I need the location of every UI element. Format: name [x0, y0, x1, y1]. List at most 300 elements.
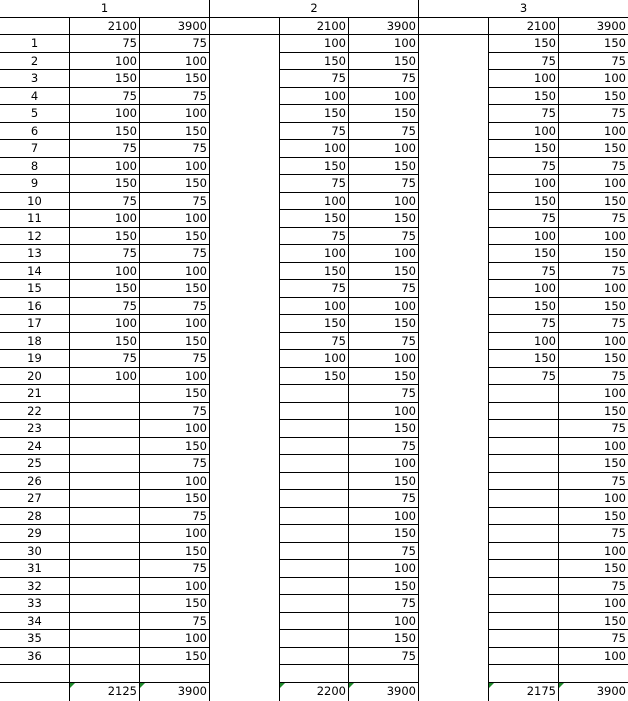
cell-b[interactable]: 75 — [348, 70, 418, 88]
row-number[interactable]: 10 — [0, 193, 69, 211]
spacer-cell[interactable] — [418, 630, 488, 648]
cell-b[interactable]: 100 — [558, 385, 628, 403]
cell-b[interactable]: 150 — [348, 315, 418, 333]
cell-b[interactable]: 75 — [348, 543, 418, 561]
row-number[interactable]: 4 — [0, 88, 69, 106]
cell-a[interactable] — [69, 403, 139, 421]
cell-a[interactable]: 100 — [488, 228, 558, 246]
cell-b[interactable]: 150 — [348, 263, 418, 281]
cell-b[interactable]: 100 — [558, 280, 628, 298]
cell-a[interactable]: 150 — [69, 280, 139, 298]
spacer-cell[interactable] — [418, 175, 488, 193]
cell-b[interactable]: 100 — [348, 88, 418, 106]
total-a[interactable]: 2200 — [279, 683, 348, 701]
cell-a[interactable] — [69, 630, 139, 648]
spacer-cell[interactable] — [418, 280, 488, 298]
cell-b[interactable]: 75 — [139, 88, 209, 106]
cell-a[interactable]: 100 — [279, 245, 348, 263]
cell-b[interactable]: 100 — [558, 438, 628, 456]
cell-a[interactable]: 100 — [69, 263, 139, 281]
cell-b[interactable]: 75 — [348, 385, 418, 403]
cell-a[interactable] — [279, 560, 348, 578]
cell-b[interactable]: 75 — [558, 473, 628, 491]
row-number[interactable]: 26 — [0, 473, 69, 491]
cell-b[interactable]: 75 — [558, 420, 628, 438]
blank-cell[interactable] — [139, 665, 209, 683]
cell-a[interactable]: 150 — [279, 315, 348, 333]
spacer-cell[interactable] — [209, 123, 279, 141]
row-number[interactable]: 14 — [0, 263, 69, 281]
cell-a[interactable]: 150 — [69, 123, 139, 141]
cell-a[interactable] — [69, 648, 139, 666]
cell-a[interactable]: 75 — [279, 175, 348, 193]
cell-a[interactable]: 150 — [69, 333, 139, 351]
cell-a[interactable]: 100 — [279, 193, 348, 211]
row-number[interactable]: 36 — [0, 648, 69, 666]
spacer-cell[interactable] — [418, 193, 488, 211]
cell-a[interactable] — [279, 455, 348, 473]
cell-a[interactable] — [69, 385, 139, 403]
cell-b[interactable]: 150 — [348, 630, 418, 648]
cell-a[interactable]: 100 — [69, 315, 139, 333]
spacer-cell[interactable] — [209, 665, 279, 683]
cell-b[interactable]: 100 — [558, 70, 628, 88]
spacer-cell[interactable] — [209, 263, 279, 281]
spacer-cell[interactable] — [418, 53, 488, 71]
spacer-cell[interactable] — [418, 578, 488, 596]
cell-a[interactable]: 75 — [279, 228, 348, 246]
spacer-cell[interactable] — [209, 630, 279, 648]
cell-a[interactable] — [279, 648, 348, 666]
row-number[interactable]: 29 — [0, 525, 69, 543]
spacer-cell[interactable] — [209, 315, 279, 333]
row-number[interactable]: 5 — [0, 105, 69, 123]
cell-b[interactable]: 150 — [558, 613, 628, 631]
cell-b[interactable]: 100 — [348, 245, 418, 263]
cell-b[interactable]: 100 — [139, 473, 209, 491]
spacer-cell[interactable] — [418, 455, 488, 473]
cell-a[interactable] — [488, 543, 558, 561]
col-header-a[interactable]: 2100 — [279, 18, 348, 36]
spacer-cell[interactable] — [418, 123, 488, 141]
cell-a[interactable]: 75 — [488, 368, 558, 386]
row-number[interactable]: 22 — [0, 403, 69, 421]
cell-a[interactable] — [488, 403, 558, 421]
cell-a[interactable] — [69, 613, 139, 631]
cell-a[interactable]: 75 — [69, 245, 139, 263]
cell-b[interactable]: 100 — [558, 543, 628, 561]
cell-b[interactable]: 150 — [558, 140, 628, 158]
cell-a[interactable]: 75 — [279, 123, 348, 141]
cell-a[interactable]: 75 — [279, 70, 348, 88]
cell-b[interactable]: 100 — [348, 455, 418, 473]
group-header-2[interactable]: 2 — [209, 0, 418, 18]
cell-a[interactable] — [488, 473, 558, 491]
cell-a[interactable]: 150 — [488, 88, 558, 106]
row-number[interactable]: 24 — [0, 438, 69, 456]
cell-a[interactable]: 150 — [488, 35, 558, 53]
cell-a[interactable] — [69, 595, 139, 613]
spacer-cell[interactable] — [418, 648, 488, 666]
cell-a[interactable] — [279, 473, 348, 491]
cell-b[interactable]: 75 — [348, 595, 418, 613]
cell-a[interactable] — [279, 420, 348, 438]
cell-b[interactable]: 100 — [348, 140, 418, 158]
cell-b[interactable]: 75 — [558, 315, 628, 333]
cell-b[interactable]: 75 — [139, 613, 209, 631]
row-number[interactable]: 25 — [0, 455, 69, 473]
row-number[interactable]: 11 — [0, 210, 69, 228]
cell-b[interactable]: 150 — [139, 543, 209, 561]
spacer-cell[interactable] — [418, 490, 488, 508]
cell-b[interactable]: 75 — [139, 455, 209, 473]
cell-a[interactable]: 100 — [488, 123, 558, 141]
spacer-cell[interactable] — [418, 438, 488, 456]
cell-a[interactable]: 100 — [488, 280, 558, 298]
row-number[interactable]: 21 — [0, 385, 69, 403]
cell-a[interactable]: 100 — [488, 175, 558, 193]
cell-a[interactable] — [488, 578, 558, 596]
cell-b[interactable]: 150 — [558, 455, 628, 473]
spacer-cell[interactable] — [418, 298, 488, 316]
cell-a[interactable]: 75 — [69, 140, 139, 158]
cell-a[interactable] — [488, 525, 558, 543]
spacer-cell[interactable] — [418, 368, 488, 386]
cell-a[interactable] — [279, 630, 348, 648]
row-number[interactable]: 18 — [0, 333, 69, 351]
spacer-cell[interactable] — [418, 560, 488, 578]
cell-a[interactable] — [279, 578, 348, 596]
spacer-cell[interactable] — [209, 158, 279, 176]
spacer-cell[interactable] — [418, 350, 488, 368]
spacer-cell[interactable] — [209, 683, 279, 701]
cell-a[interactable]: 75 — [279, 280, 348, 298]
cell-b[interactable]: 100 — [558, 648, 628, 666]
cell-a[interactable]: 75 — [488, 315, 558, 333]
cell-b[interactable]: 150 — [348, 105, 418, 123]
cell-a[interactable]: 100 — [69, 53, 139, 71]
cell-a[interactable]: 75 — [69, 35, 139, 53]
cell-b[interactable]: 150 — [348, 158, 418, 176]
cell-b[interactable]: 100 — [558, 333, 628, 351]
cell-b[interactable]: 100 — [139, 420, 209, 438]
cell-b[interactable]: 75 — [348, 123, 418, 141]
cell-a[interactable]: 150 — [488, 245, 558, 263]
cell-b[interactable]: 100 — [558, 228, 628, 246]
cell-b[interactable]: 150 — [139, 70, 209, 88]
cell-a[interactable]: 150 — [279, 210, 348, 228]
cell-b[interactable]: 150 — [558, 560, 628, 578]
cell-b[interactable]: 75 — [139, 193, 209, 211]
col-header-b[interactable]: 3900 — [348, 18, 418, 36]
total-b[interactable]: 3900 — [348, 683, 418, 701]
cell-a[interactable]: 150 — [488, 140, 558, 158]
cell-a[interactable] — [488, 385, 558, 403]
cell-b[interactable]: 150 — [139, 123, 209, 141]
cell-a[interactable] — [69, 543, 139, 561]
row-number[interactable]: 28 — [0, 508, 69, 526]
cell-b[interactable]: 100 — [139, 210, 209, 228]
cell-a[interactable]: 150 — [69, 70, 139, 88]
cell-b[interactable]: 100 — [348, 613, 418, 631]
cell-b[interactable]: 100 — [139, 105, 209, 123]
row-number[interactable]: 12 — [0, 228, 69, 246]
spacer-cell[interactable] — [418, 35, 488, 53]
cell-a[interactable]: 150 — [279, 158, 348, 176]
cell-a[interactable] — [279, 490, 348, 508]
group-header-3[interactable]: 3 — [418, 0, 628, 18]
cell-b[interactable]: 75 — [348, 333, 418, 351]
cell-b[interactable]: 100 — [348, 193, 418, 211]
group-header-1[interactable]: 1 — [0, 0, 209, 18]
spacer-cell[interactable] — [418, 210, 488, 228]
cell-b[interactable]: 150 — [348, 578, 418, 596]
spacer-cell[interactable] — [418, 403, 488, 421]
row-number[interactable]: 7 — [0, 140, 69, 158]
col-header-b[interactable]: 3900 — [558, 18, 628, 36]
spacer-cell[interactable] — [209, 70, 279, 88]
spacer-cell[interactable] — [209, 578, 279, 596]
cell-a[interactable]: 100 — [69, 210, 139, 228]
blank-cell[interactable] — [0, 665, 69, 683]
row-number[interactable]: 20 — [0, 368, 69, 386]
cell-a[interactable]: 100 — [69, 105, 139, 123]
cell-a[interactable] — [69, 473, 139, 491]
cell-b[interactable]: 150 — [139, 438, 209, 456]
cell-b[interactable]: 150 — [348, 525, 418, 543]
spacer-cell[interactable] — [209, 245, 279, 263]
row-number[interactable]: 2 — [0, 53, 69, 71]
spacer-cell[interactable] — [418, 70, 488, 88]
spacer-cell[interactable] — [209, 490, 279, 508]
cell-a[interactable]: 75 — [69, 298, 139, 316]
cell-b[interactable]: 75 — [139, 245, 209, 263]
cell-b[interactable]: 100 — [139, 525, 209, 543]
cell-a[interactable]: 100 — [279, 88, 348, 106]
cell-a[interactable]: 100 — [488, 70, 558, 88]
cell-a[interactable]: 100 — [488, 333, 558, 351]
cell-b[interactable]: 75 — [139, 298, 209, 316]
cell-a[interactable]: 75 — [69, 88, 139, 106]
cell-b[interactable]: 100 — [348, 508, 418, 526]
row-number[interactable]: 23 — [0, 420, 69, 438]
cell-a[interactable] — [488, 630, 558, 648]
total-b[interactable]: 3900 — [558, 683, 628, 701]
spacer-cell[interactable] — [209, 280, 279, 298]
spacer-cell[interactable] — [209, 193, 279, 211]
blank-cell[interactable] — [279, 665, 348, 683]
cell-a[interactable]: 150 — [488, 350, 558, 368]
cell-a[interactable] — [69, 525, 139, 543]
cell-a[interactable] — [488, 508, 558, 526]
cell-a[interactable] — [69, 508, 139, 526]
cell-a[interactable] — [488, 613, 558, 631]
spacer-cell[interactable] — [209, 543, 279, 561]
cell-b[interactable]: 150 — [348, 473, 418, 491]
spacer-cell[interactable] — [418, 88, 488, 106]
cell-a[interactable]: 75 — [279, 333, 348, 351]
cell-a[interactable]: 100 — [279, 350, 348, 368]
row-number[interactable]: 17 — [0, 315, 69, 333]
cell-a[interactable] — [488, 420, 558, 438]
cell-b[interactable]: 75 — [558, 263, 628, 281]
row-number[interactable]: 13 — [0, 245, 69, 263]
cell-a[interactable] — [279, 508, 348, 526]
total-b[interactable]: 3900 — [139, 683, 209, 701]
total-a[interactable]: 2175 — [488, 683, 558, 701]
cell-b[interactable]: 100 — [139, 368, 209, 386]
spacer-cell[interactable] — [209, 175, 279, 193]
row-number[interactable]: 9 — [0, 175, 69, 193]
spacer-cell[interactable] — [209, 298, 279, 316]
cell-b[interactable]: 100 — [348, 403, 418, 421]
cell-a[interactable]: 75 — [488, 210, 558, 228]
spacer-cell[interactable] — [209, 140, 279, 158]
cell-b[interactable]: 75 — [348, 490, 418, 508]
cell-b[interactable]: 75 — [558, 105, 628, 123]
spacer-cell[interactable] — [418, 613, 488, 631]
cell-b[interactable]: 75 — [348, 280, 418, 298]
cell-b[interactable]: 75 — [558, 158, 628, 176]
total-a[interactable]: 2125 — [69, 683, 139, 701]
row-number[interactable]: 27 — [0, 490, 69, 508]
spacer-cell[interactable] — [418, 333, 488, 351]
cell-a[interactable] — [279, 595, 348, 613]
cell-b[interactable]: 75 — [558, 578, 628, 596]
cell-b[interactable]: 150 — [139, 595, 209, 613]
row-number[interactable]: 19 — [0, 350, 69, 368]
cell-b[interactable]: 150 — [139, 385, 209, 403]
row-number-header[interactable] — [0, 18, 69, 36]
cell-b[interactable]: 100 — [558, 595, 628, 613]
cell-b[interactable]: 100 — [348, 560, 418, 578]
spacer-cell[interactable] — [209, 595, 279, 613]
cell-a[interactable]: 150 — [279, 53, 348, 71]
spacer-cell[interactable] — [418, 158, 488, 176]
cell-b[interactable]: 150 — [139, 280, 209, 298]
cell-a[interactable] — [279, 613, 348, 631]
cell-b[interactable]: 150 — [348, 53, 418, 71]
cell-a[interactable] — [279, 438, 348, 456]
cell-b[interactable]: 75 — [348, 228, 418, 246]
cell-b[interactable]: 100 — [139, 53, 209, 71]
cell-a[interactable]: 100 — [279, 140, 348, 158]
spacer-cell[interactable] — [209, 210, 279, 228]
spacer-cell[interactable] — [209, 368, 279, 386]
cell-b[interactable]: 150 — [558, 35, 628, 53]
spacer-cell[interactable] — [209, 473, 279, 491]
spacer-cell[interactable] — [209, 385, 279, 403]
cell-b[interactable]: 150 — [139, 228, 209, 246]
cell-b[interactable]: 75 — [139, 350, 209, 368]
spacer-cell[interactable] — [209, 228, 279, 246]
spacer-cell[interactable] — [418, 595, 488, 613]
cell-b[interactable]: 150 — [558, 298, 628, 316]
row-number[interactable]: 31 — [0, 560, 69, 578]
spacer-cell[interactable] — [209, 648, 279, 666]
spacer-cell[interactable] — [418, 385, 488, 403]
cell-b[interactable]: 75 — [139, 140, 209, 158]
spacer-cell[interactable] — [418, 140, 488, 158]
row-number[interactable]: 32 — [0, 578, 69, 596]
cell-b[interactable]: 75 — [558, 210, 628, 228]
cell-b[interactable]: 75 — [558, 630, 628, 648]
spacer-cell[interactable] — [418, 105, 488, 123]
cell-b[interactable]: 100 — [139, 158, 209, 176]
cell-b[interactable]: 75 — [139, 560, 209, 578]
row-number[interactable]: 8 — [0, 158, 69, 176]
cell-b[interactable]: 100 — [139, 263, 209, 281]
spacer-cell[interactable] — [209, 508, 279, 526]
cell-b[interactable]: 75 — [348, 438, 418, 456]
cell-b[interactable]: 150 — [558, 88, 628, 106]
cell-a[interactable] — [69, 490, 139, 508]
cell-a[interactable] — [279, 525, 348, 543]
cell-b[interactable]: 100 — [348, 298, 418, 316]
spacer-cell[interactable] — [418, 263, 488, 281]
spacer-cell[interactable] — [209, 613, 279, 631]
cell-a[interactable]: 150 — [279, 368, 348, 386]
spacer-cell[interactable] — [418, 525, 488, 543]
cell-b[interactable]: 75 — [348, 175, 418, 193]
row-number[interactable]: 1 — [0, 35, 69, 53]
cell-b[interactable]: 75 — [348, 648, 418, 666]
cell-b[interactable]: 100 — [139, 630, 209, 648]
cell-a[interactable] — [69, 455, 139, 473]
spacer-cell[interactable] — [209, 438, 279, 456]
cell-a[interactable] — [279, 403, 348, 421]
cell-b[interactable]: 75 — [139, 508, 209, 526]
cell-a[interactable]: 75 — [488, 158, 558, 176]
spacer-cell[interactable] — [418, 420, 488, 438]
spacer-cell[interactable] — [209, 88, 279, 106]
spacer-cell[interactable] — [418, 508, 488, 526]
cell-b[interactable]: 150 — [558, 508, 628, 526]
cell-b[interactable]: 100 — [139, 578, 209, 596]
cell-b[interactable]: 75 — [139, 35, 209, 53]
cell-a[interactable] — [69, 560, 139, 578]
cell-b[interactable]: 100 — [139, 315, 209, 333]
spacer-cell[interactable] — [209, 53, 279, 71]
cell-a[interactable]: 150 — [488, 298, 558, 316]
spacer-cell[interactable] — [209, 525, 279, 543]
cell-b[interactable]: 150 — [139, 333, 209, 351]
cell-b[interactable]: 100 — [558, 123, 628, 141]
cell-a[interactable] — [488, 438, 558, 456]
cell-a[interactable] — [69, 420, 139, 438]
cell-b[interactable]: 150 — [348, 210, 418, 228]
cell-a[interactable]: 75 — [69, 193, 139, 211]
cell-a[interactable] — [69, 438, 139, 456]
cell-b[interactable]: 150 — [558, 350, 628, 368]
row-number-header[interactable] — [209, 18, 279, 36]
col-header-a[interactable]: 2100 — [488, 18, 558, 36]
cell-a[interactable] — [488, 490, 558, 508]
spacer-cell[interactable] — [418, 543, 488, 561]
blank-cell[interactable] — [488, 665, 558, 683]
spacer-cell[interactable] — [209, 333, 279, 351]
cell-a[interactable]: 100 — [279, 35, 348, 53]
blank-cell[interactable] — [69, 665, 139, 683]
cell-a[interactable]: 150 — [279, 105, 348, 123]
row-number[interactable]: 35 — [0, 630, 69, 648]
row-number-header[interactable] — [418, 18, 488, 36]
cell-b[interactable]: 75 — [558, 525, 628, 543]
cell-b[interactable]: 150 — [139, 490, 209, 508]
spacer-cell[interactable] — [209, 105, 279, 123]
spacer-cell[interactable] — [418, 228, 488, 246]
cell-a[interactable]: 150 — [279, 263, 348, 281]
